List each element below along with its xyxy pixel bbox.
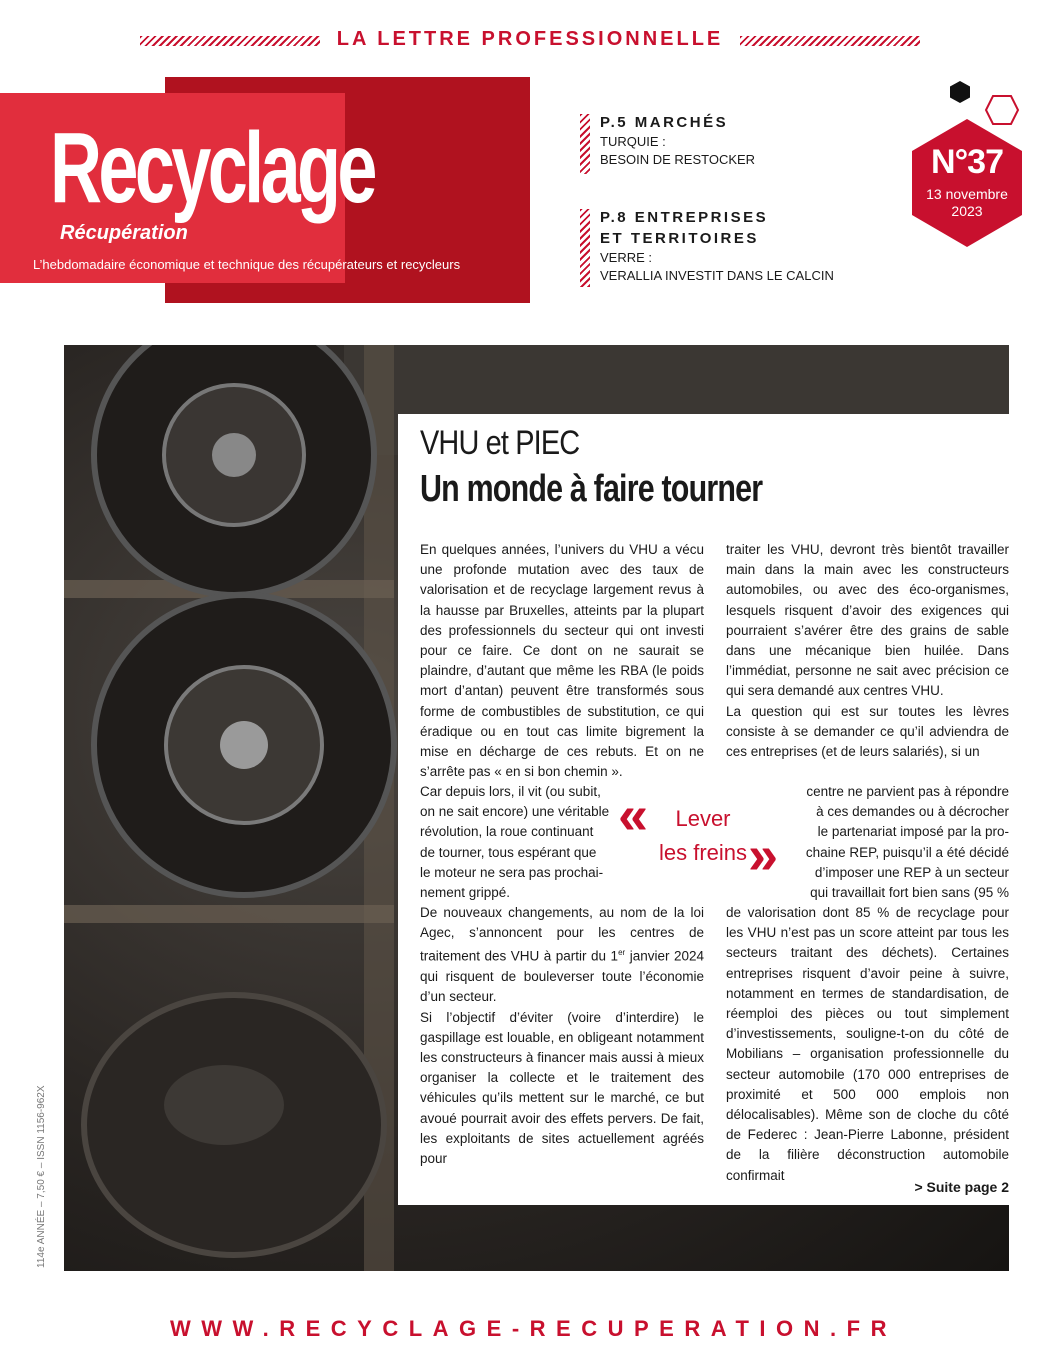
teaser-2-line-1: VERRE : xyxy=(600,250,653,265)
article-column-2-wrap xyxy=(794,782,1009,903)
teaser-2-heading-1: P.8 ENTREPRISES xyxy=(600,209,769,226)
teaser-hatch-1 xyxy=(580,114,590,174)
hexagon-outline-icon xyxy=(984,94,1020,126)
article-col2-wrap-line: chaine REP, puisqu’il a été décidé xyxy=(805,844,1009,860)
article-col1-paragraph-3: De nouveaux changements, au nom de la loi Agec, s’annoncent pour les centres de traitement des VHU à partir du 1er janvier 2024 qui risquent de bouleverser toute l’économie d’un secteur. xyxy=(420,905,704,1005)
issue-badge xyxy=(912,119,1022,247)
article-column-1-lower xyxy=(420,903,704,1169)
teaser-1-line-2: BESOIN DE RESTOCKER xyxy=(600,152,756,167)
article-column-2 xyxy=(726,540,1009,762)
banner-hatch-right xyxy=(740,36,920,46)
issue-date-line-2: 2023 xyxy=(951,203,983,219)
issue-date xyxy=(912,186,1022,220)
article-col1-paragraph-4: Si l’objectif d’éviter (voire d’interdire) le gaspillage est louable, en obligeant notamment les constructeurs à financer mais aussi à mieux organiser la collecte et le traitement des véhicules qu’ils mettent sur le marché, ce but avoué pourrait avoir des effets pervers. De fait, les exploitants de sites actuellement agréés pour xyxy=(420,1009,704,1166)
banner-hatch-left xyxy=(140,36,320,46)
article-col1-wrap-line: de tourner, tous espérant que xyxy=(420,844,597,860)
article-col1-paragraph-1: En quelques années, l’univers du VHU a vécu une profonde mutation avec des taux de valorisation et de recyclage largement revus à la hausse par Bruxelles, atteints par la plupart des professionnels du secteur qui ont investi pour ce faire. Ce dont on ne saurait se plaindre, d’autant que même les RBA (le poids mort d’antan) peuvent être transformés sous forme de combustibles de substitution, ce qui éradique ou en tout cas limite bigrement la mise en décharge de ces rebuts. Et on ne s’arrête pas « en si bon chemin ». xyxy=(420,542,704,780)
issue-number: N°37 xyxy=(931,143,1003,181)
article-column-1-wrap xyxy=(420,782,616,903)
article-column-2-lower xyxy=(726,903,1009,1186)
article-col2-paragraph-2: La question qui est sur toutes les lèvres consiste à se demander ce qu’il adviendra de ces entreprises (et de leurs salariés), si un xyxy=(726,703,1009,760)
article-col2-wrap-line: d’imposer une REP à un secteur xyxy=(814,864,1009,880)
lead-article xyxy=(398,414,1009,1205)
pull-quote-line-1: Lever xyxy=(675,806,731,831)
article-col1-wrap-line: nement grippé. xyxy=(420,885,511,901)
teaser-2-heading-2: ET TERRITOIRES xyxy=(600,230,759,247)
article-column-1 xyxy=(420,540,704,782)
article-col1-wrap-line: révolution, la roue continuant xyxy=(420,824,594,840)
article-headline: Un monde à faire tourner xyxy=(420,468,763,510)
logo-subtitle: Récupération xyxy=(60,222,188,244)
article-col2-wrap-line: le partenariat imposé par la pro- xyxy=(817,824,1009,840)
pull-quote xyxy=(648,802,758,870)
teaser-2-line-2: VERALLIA INVESTIT DANS LE CALCIN xyxy=(600,268,834,283)
footer-website-link[interactable]: WWW.RECYCLAGE-RECUPERATION.FR xyxy=(170,1316,897,1341)
masthead-tagline: L’hebdomadaire économique et technique des récupérateurs et recycleurs xyxy=(33,257,461,272)
article-col1-wrap-line: le moteur ne sera pas prochai- xyxy=(420,864,604,880)
article-kicker: VHU et PIEC xyxy=(420,424,580,462)
article-col2-wrap-line: centre ne parvient pas à répondre xyxy=(806,784,1009,799)
article-col2-wrap-line: qui travaillait fort bien sans (95 % xyxy=(810,885,1009,901)
pull-quote-line-2: les freins xyxy=(658,840,748,865)
article-col1-wrap-line: Car depuis lors, il vit (ou subit, xyxy=(420,784,601,799)
continued-link[interactable]: > Suite page 2 xyxy=(914,1179,1009,1195)
article-col2-paragraph-3: de valorisation dont 85 % de recyclage pour les VHU n’est pas un score atteint par tous les secteurs traitant des déchets). Certaines entreprises risquent d’avoir peine à suivre, notamment en termes de standardisation, de réemploi des pièces ou tout simplement d’investissements, souligne-t-on du côté de Mobilians – organisation professionnelle du secteur automobile (170 000 entreprises de proximité et 500 000 emplois non délocalisables). Même son de cloche du côté de Federec : Jean-Pierre Labonne, président de la filière déconstruction automobile confirmait xyxy=(726,905,1009,1183)
pull-quote-open: « xyxy=(618,785,649,845)
hexagon-icon xyxy=(948,80,972,104)
teaser-hatch-2 xyxy=(580,209,590,287)
issn-line: 114e ANNÉE – 7,50 € – ISSN 1156-962X xyxy=(36,1085,47,1268)
pull-quote-close: » xyxy=(748,825,779,885)
teaser-1-line-1: TURQUIE : xyxy=(600,134,666,149)
article-col2-paragraph-1: traiter les VHU, devront très bientôt travailler main dans la main avec les constructeurs automobiles, ou avec des éco-organismes, lesquels risquent d’avoir des exigences qui pourraient s’avérer être des grains de sable dans une mécanique bien huilée. Dans l’immédiat, personne ne sait avec précision ce qui sera demandé aux centres VHU. xyxy=(726,542,1009,699)
logo-title: Recyclage xyxy=(50,112,374,224)
banner-title: LA LETTRE PROFESSIONNELLE xyxy=(336,28,724,50)
teaser-1-heading: P.5 MARCHÉS xyxy=(600,114,729,131)
article-col2-wrap-line: à ces demandes ou à décrocher xyxy=(816,804,1009,820)
issue-date-line-1: 13 novembre xyxy=(926,186,1008,202)
article-col1-wrap-line: on ne sait encore) une véritable xyxy=(420,804,610,820)
